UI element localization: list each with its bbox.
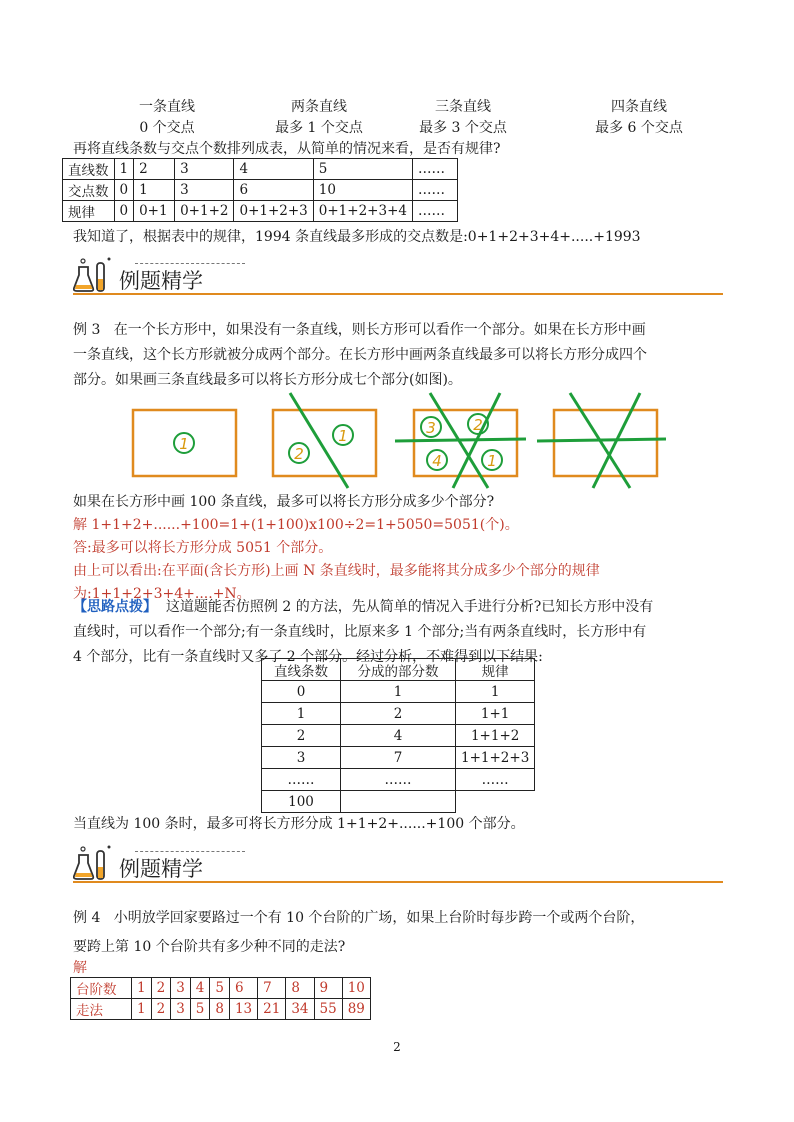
table-cell: 直线数 [63, 159, 115, 180]
region-label: 1 [179, 435, 189, 453]
table-row [71, 999, 371, 1020]
example-4-line1: 小明放学回家要路过一个有 10 个台阶的广场，如果上台阶时每步跨一个或两个台阶， [113, 910, 645, 926]
conclusion-1: 我知道了，根据表中的规律，1994 条直线最多形成的交点数是:0+1+2+3+4+.....+1993 [73, 229, 641, 245]
table-cell: 0+1+2+3+4 [313, 201, 412, 222]
table-cell: 规律 [63, 201, 115, 222]
table-cell: 3 [175, 159, 234, 180]
table-cell: 0 [114, 201, 134, 222]
banner-dots [135, 263, 245, 264]
table-cell: 4 [190, 978, 210, 999]
example-3-solution [73, 491, 728, 606]
table-cell: …… [262, 769, 341, 791]
table-cell: 1 [456, 681, 535, 703]
caption-4-points: 最多 6 个交点 [595, 120, 683, 136]
example-3-label: 例 3 [73, 322, 101, 338]
steps-table [70, 977, 371, 1020]
table-cell: 55 [314, 999, 342, 1020]
figure-3 [395, 393, 526, 488]
caption-2-name: 两条直线 [291, 99, 347, 115]
example-3-answer: 答:最多可以将长方形分成 5051 个部分。 [73, 540, 333, 556]
example-3-line2: 一条直线，这个长方形就被分成两个部分。在长方形中画两条直线最多可以将长方形分成四个 [73, 347, 647, 363]
banner-title: 例题精学 [119, 269, 203, 293]
intersection-table [62, 158, 458, 222]
table-cell: …… [341, 769, 456, 791]
example-4-text [73, 904, 728, 962]
caption-1-name: 一条直线 [139, 99, 195, 115]
region-label: 1 [487, 452, 497, 470]
banner-dots [135, 851, 245, 852]
example-3-solution-line: 解 1+1+2+......+100=1+(1+100)x100÷2=1+5050=5051(个)。 [73, 517, 519, 533]
table-row [71, 978, 371, 999]
table-cell: 2 [151, 999, 171, 1020]
section-banner [73, 255, 723, 295]
table-row [63, 201, 458, 222]
example-3-line1: 在一个长方形中，如果没有一条直线，则长方形可以看作一个部分。如果在长方形中画 [113, 322, 646, 338]
region-label: 1 [338, 427, 348, 445]
table-header: 规律 [456, 659, 535, 681]
table-row [262, 681, 535, 703]
table-cell [341, 791, 456, 813]
table-cell: 1 [132, 978, 152, 999]
table-cell: 34 [286, 999, 314, 1020]
table-cell: 2 [341, 703, 456, 725]
region-label: 3 [426, 419, 436, 437]
caption-4-name: 四条直线 [611, 99, 667, 115]
table-cell: …… [412, 201, 457, 222]
table-cell: 2 [151, 978, 171, 999]
table-cell: 0 [262, 681, 341, 703]
table-cell: …… [456, 769, 535, 791]
table-cell: 7 [341, 747, 456, 769]
banner-title: 例题精学 [119, 857, 203, 881]
flask-icon [73, 255, 115, 293]
table-cell: 3 [171, 999, 191, 1020]
caption-1-points: 0 个交点 [139, 120, 195, 136]
table-cell: 0+1+2 [175, 201, 234, 222]
intro-line: 再将直线条数与交点个数排列成表，从简单的情况来看，是否有规律? [73, 141, 501, 157]
table-cell: 10 [313, 180, 412, 201]
caption-2-points: 最多 1 个交点 [275, 120, 363, 136]
table-header: 分成的部分数 [341, 659, 456, 681]
table-row [262, 769, 535, 791]
table-cell: 1 [262, 703, 341, 725]
region-label: 2 [473, 416, 483, 434]
table-cell: 6 [234, 180, 313, 201]
page-number: 2 [393, 1040, 401, 1054]
table-cell: 13 [229, 999, 257, 1020]
table-cell: 5 [313, 159, 412, 180]
table-cell: 100 [262, 791, 341, 813]
section-banner [73, 843, 723, 883]
caption-3-points: 最多 3 个交点 [419, 120, 507, 136]
region-label: 2 [294, 445, 304, 463]
hint-tag: 【思路点拨】 [73, 599, 157, 615]
table-cell: 9 [314, 978, 342, 999]
table-cell: 0 [114, 180, 134, 201]
table-cell: 7 [258, 978, 286, 999]
table-cell: 1 [114, 159, 134, 180]
example-3-rule-line2: 为:1+1+2+3+4+....+N。 [73, 586, 251, 602]
table-cell: 5 [190, 999, 210, 1020]
table-cell: 4 [234, 159, 313, 180]
figure-2 [273, 393, 376, 488]
table-cell: 0+1+2+3 [234, 201, 313, 222]
table-cell: 2 [134, 159, 175, 180]
table-cell: 走法 [71, 999, 132, 1020]
table-cell [456, 791, 535, 813]
table-row [262, 791, 535, 813]
table-cell: 0+1 [134, 201, 175, 222]
table-cell: 1+1 [456, 703, 535, 725]
table-cell: 2 [262, 725, 341, 747]
example-3-text [73, 318, 728, 393]
table-cell: 10 [342, 978, 370, 999]
table-header: 直线条数 [262, 659, 341, 681]
table-cell: 3 [175, 180, 234, 201]
flask-icon [73, 843, 115, 881]
caption-3-name: 三条直线 [435, 99, 491, 115]
table-cell: 交点数 [63, 180, 115, 201]
conclusion-2: 当直线为 100 条时，最多可将长方形分成 1+1+2+......+100 个部分。 [73, 816, 525, 832]
table-row [262, 747, 535, 769]
table-cell: 1 [132, 999, 152, 1020]
table-cell: …… [412, 180, 457, 201]
example-4-label: 例 4 [73, 910, 101, 926]
table-cell: 1+1+2+3 [456, 747, 535, 769]
table-cell: 1 [134, 180, 175, 201]
hint-line1: 这道题能否仿照例 2 的方法，先从简单的情况入手进行分析?已知长方形中没有 [165, 599, 654, 615]
table-cell: 3 [171, 978, 191, 999]
hint-line2: 直线时，可以看作一个部分;有一条直线时，比原来多 1 个部分;当有两条直线时，长方形中有 [73, 624, 647, 640]
banner-rule [73, 293, 723, 295]
table-cell: 4 [341, 725, 456, 747]
example-3-line3: 部分。如果画三条直线最多可以将长方形分成七个部分(如图)。 [73, 372, 462, 388]
example-4-line2: 要跨上第 10 个台阶共有多少种不同的走法? [73, 939, 346, 955]
table-cell: 1+1+2 [456, 725, 535, 747]
table-cell: 8 [210, 999, 230, 1020]
table-cell: 3 [262, 747, 341, 769]
table-row [262, 725, 535, 747]
figure-4 [537, 393, 666, 488]
table-cell: 8 [286, 978, 314, 999]
table-cell: 89 [342, 999, 370, 1020]
table-cell: …… [412, 159, 457, 180]
table-row [63, 159, 458, 180]
example-4-solution-label: 解 [73, 960, 87, 976]
table-cell: 6 [229, 978, 257, 999]
table-cell: 台阶数 [71, 978, 132, 999]
regions-table [261, 658, 535, 813]
table-row [262, 703, 535, 725]
example-3-question: 如果在长方形中画 100 条直线，最多可以将长方形分成多少个部分? [73, 494, 495, 510]
table-cell: 1 [341, 681, 456, 703]
table-row [262, 659, 535, 681]
table-cell: 21 [258, 999, 286, 1020]
region-label: 4 [432, 452, 442, 470]
table-cell: 5 [210, 978, 230, 999]
rectangle-figures [0, 390, 794, 490]
hint-line3: 4 个部分，比有一条直线时又多了 2 个部分。经过分析，不难得到以下结果: [73, 649, 543, 665]
table-row [63, 180, 458, 201]
example-3-rule-line1: 由上可以看出:在平面(含长方形)上画 N 条直线时，最多能将其分成多少个部分的规律 [73, 563, 600, 579]
banner-rule [73, 881, 723, 883]
